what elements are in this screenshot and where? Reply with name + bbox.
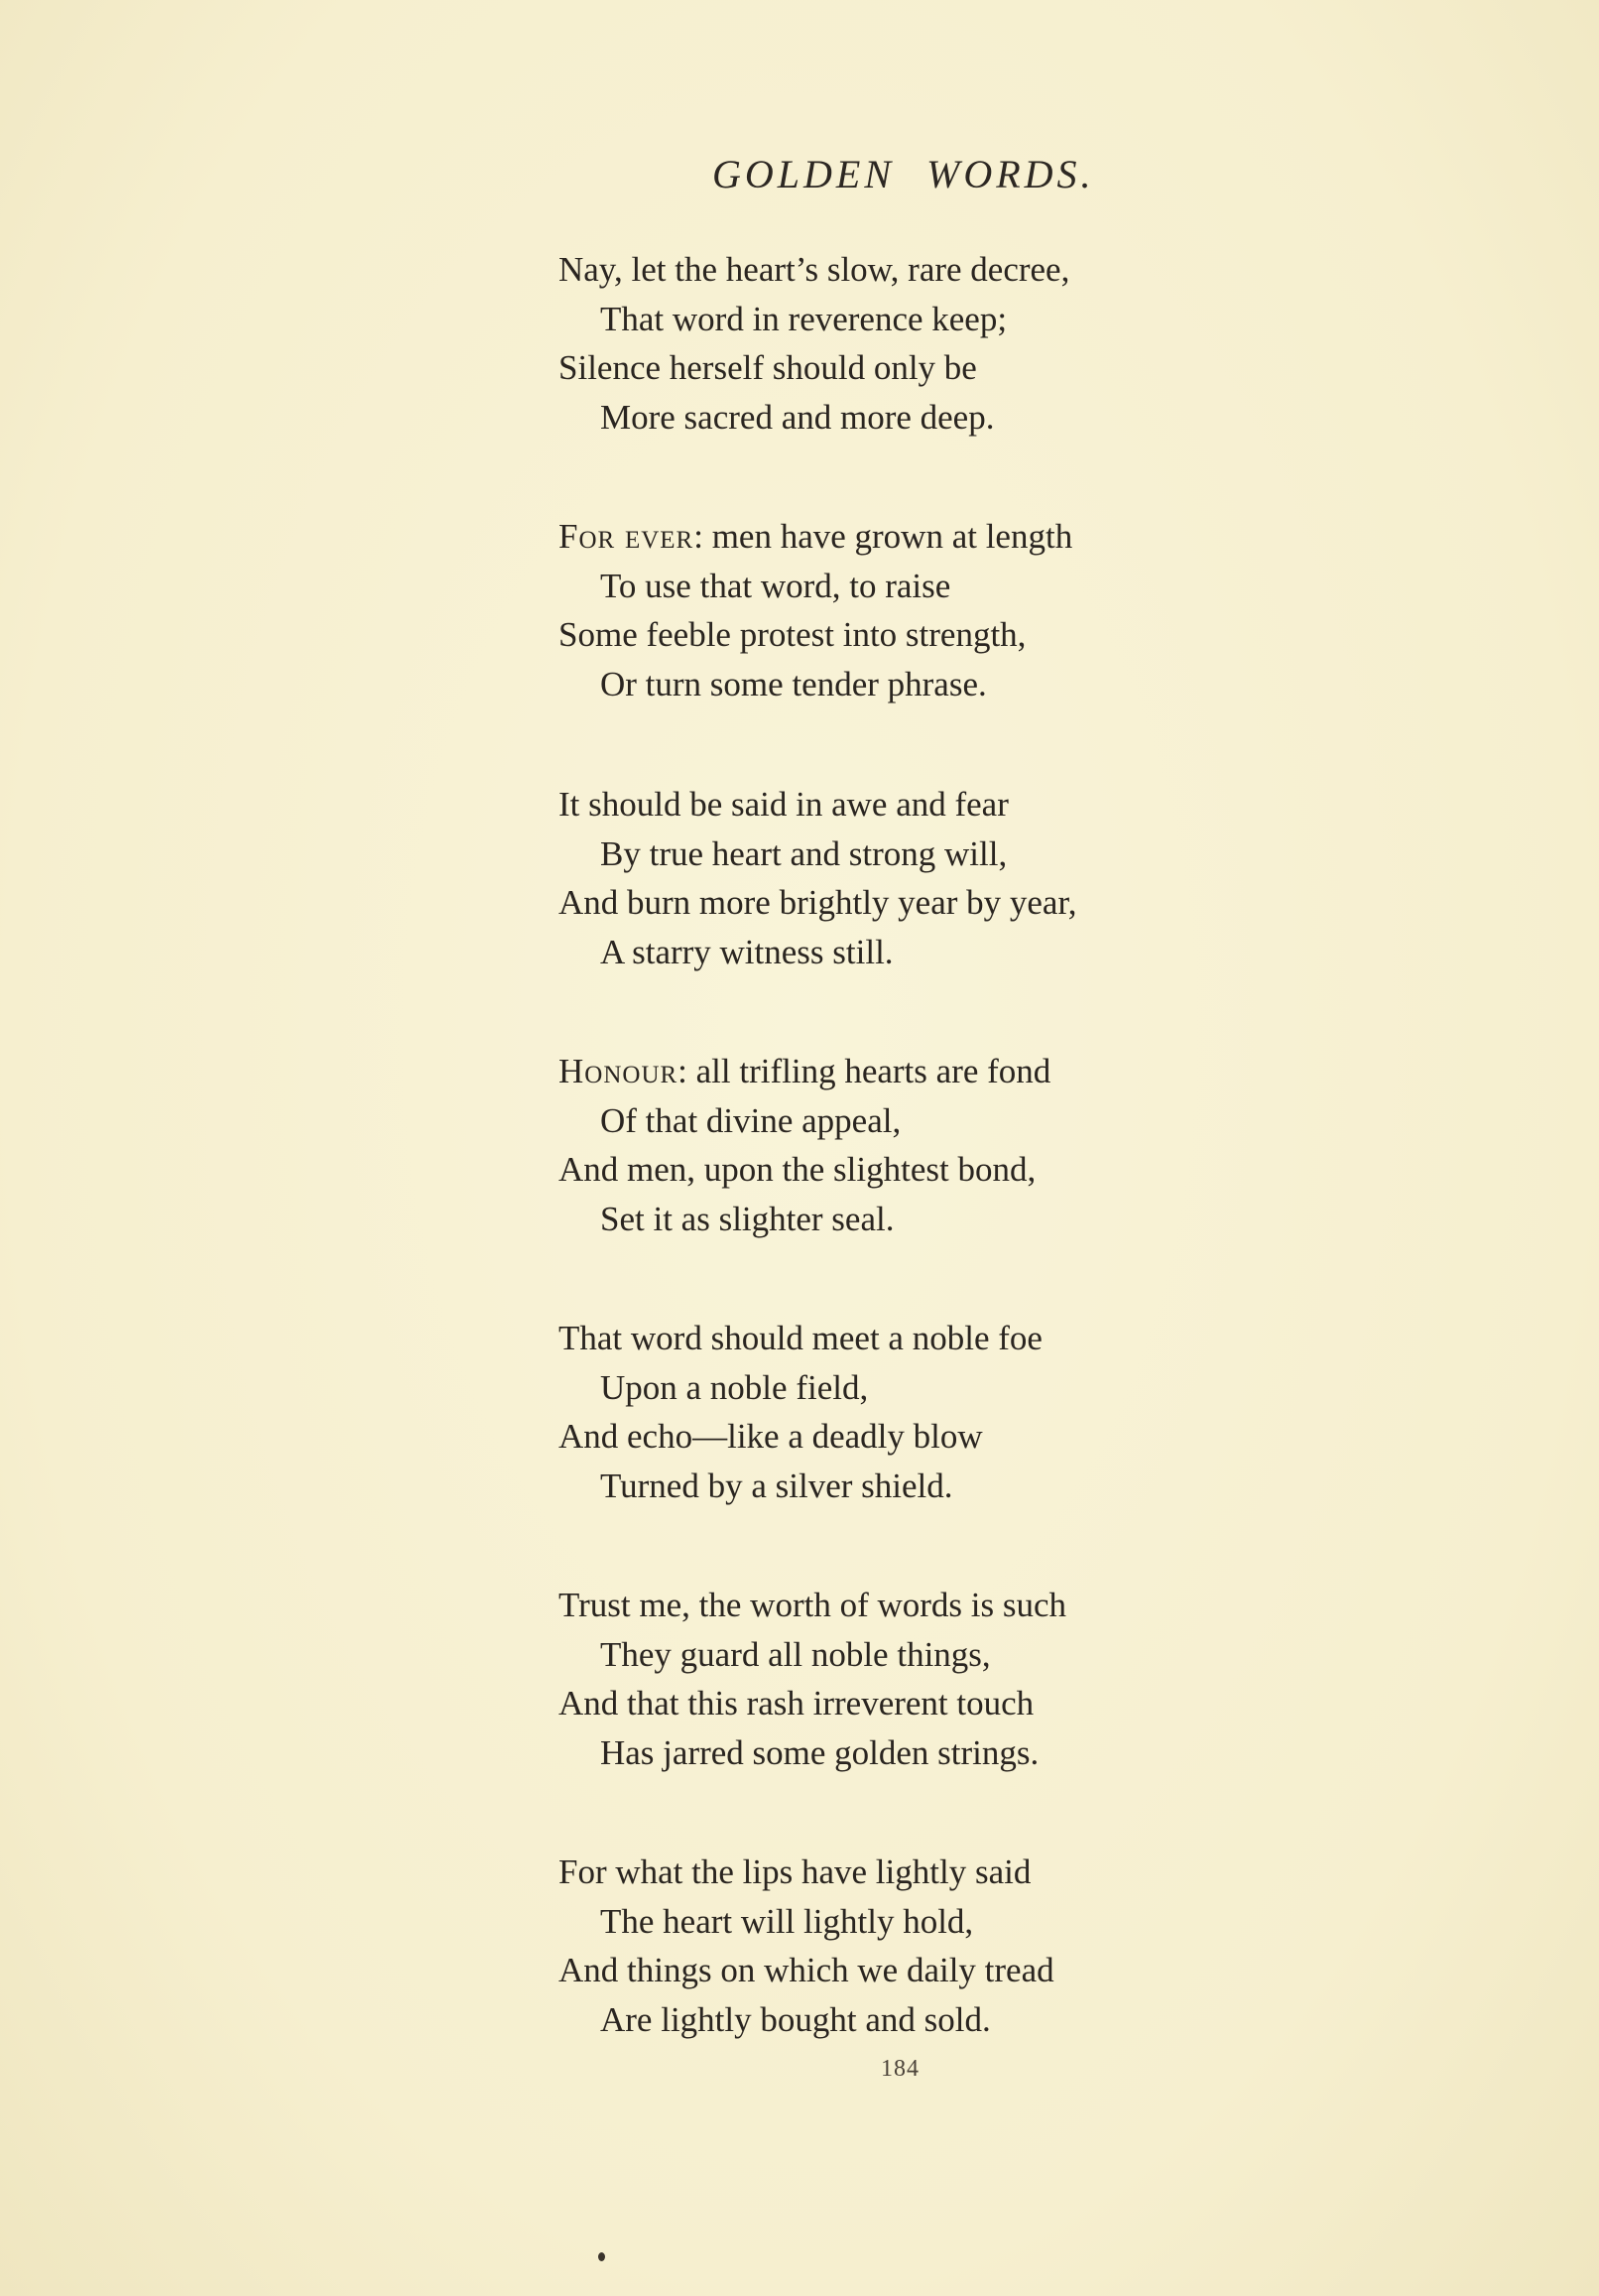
poem-line: And that this rash irreverent touch — [558, 1684, 1035, 1722]
poem-line: Set it as slighter seal. — [600, 1199, 895, 1238]
poem-line: Some feeble protest into strength, — [558, 615, 1027, 654]
poem-line: By true heart and strong will, — [600, 833, 1008, 873]
poem-line: Nay, let the heart’s slow, rare decree, — [558, 250, 1070, 289]
running-head: GOLDEN WORDS. — [712, 152, 1095, 196]
poem-line — [558, 512, 1312, 562]
poem-line: They guard all noble things, — [600, 1634, 991, 1674]
poem-line: Upon a noble field, — [600, 1367, 869, 1407]
ink-speck — [598, 2252, 605, 2261]
poem-line: A starry witness still. — [600, 932, 894, 971]
stanza-6 — [558, 1581, 1312, 1777]
poem-line: Silence herself should only be — [558, 348, 977, 387]
poem-line-rest: : all trifling hearts are fond — [677, 1052, 1051, 1090]
poem-line: Of that divine appeal, — [600, 1100, 902, 1140]
poem-line: Turned by a silver shield. — [600, 1466, 953, 1505]
poem-line: Has jarred some golden strings. — [600, 1732, 1040, 1772]
poem-line: That word should meet a noble foe — [558, 1319, 1043, 1357]
poem-line: That word in reverence keep; — [600, 299, 1008, 338]
poem-line: And things on which we daily tread — [558, 1951, 1054, 1989]
poem-line: For what the lips have lightly said — [558, 1852, 1032, 1891]
poem-line: Are lightly bought and sold. — [600, 1999, 991, 2039]
stanza-7 — [558, 1848, 1312, 2044]
poem-line: And burn more brightly year by year, — [558, 883, 1077, 922]
stanza-3 — [558, 780, 1312, 976]
poem-line: To use that word, to raise — [600, 566, 951, 605]
stanza-5 — [558, 1314, 1312, 1510]
stanza-2 — [558, 512, 1312, 708]
poem-line: Or turn some tender phrase. — [600, 664, 987, 703]
poem-line: Trust me, the worth of words is such — [558, 1586, 1067, 1624]
poem-line: It should be said in awe and fear — [558, 785, 1009, 824]
poem-line: And men, upon the slightest bond, — [558, 1150, 1037, 1189]
poem-line: The heart will lightly hold, — [600, 1901, 974, 1941]
poem-line — [558, 1047, 1312, 1096]
small-caps-lead: For ever — [558, 517, 694, 556]
poem-line-rest: : men have grown at length — [693, 517, 1073, 556]
stanza-4 — [558, 1047, 1312, 1243]
small-caps-lead: Honour — [558, 1052, 678, 1090]
poem-line: And echo—like a deadly blow — [558, 1417, 983, 1456]
poem-line: More sacred and more deep. — [600, 397, 995, 437]
stanza-1 — [558, 245, 1312, 442]
page-number: 184 — [881, 2056, 920, 2082]
